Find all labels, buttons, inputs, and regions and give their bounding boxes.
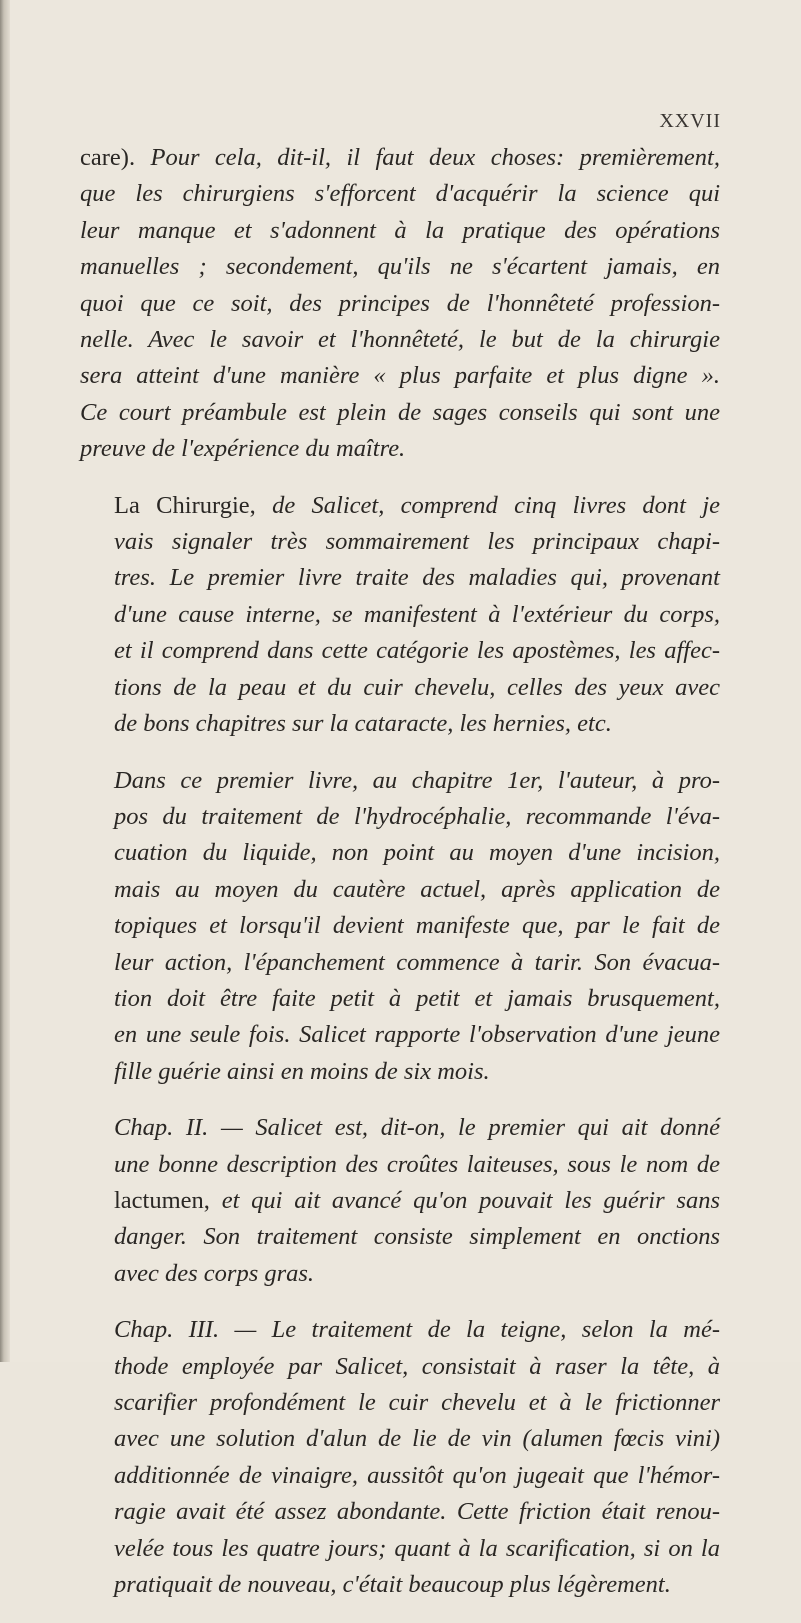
italic-run: et il comprend dans cette catégorie les apostèmes, les affec- [114,637,720,665]
italic-run: leur action, l'épanchement commence à tarir. Son évacua- [114,948,720,976]
text-line [80,1494,720,1530]
text-line [80,1183,720,1219]
italic-run: additionnée de vinaigre, aussitôt qu'on jugeait que l'hémor- [114,1461,720,1489]
italic-run: que les chirurgiens s'efforcent d'acquérir la science qui [80,180,720,208]
italic-run: manuelles ; secondement, qu'ils ne s'écartent jamais, en [80,253,720,281]
italic-run: velée tous les quatre jours; quant à la scarification, si on la [114,1534,720,1562]
text-line [80,213,720,249]
italic-run: danger. Son traitement consiste simplement en onctions [114,1223,720,1251]
text-line [80,1567,720,1603]
text-line [80,1147,720,1183]
italic-run: Pour cela, dit-il, il faut deux choses: premièrement, [150,144,720,171]
text-line [80,908,720,944]
italic-run: preuve de l'expérience du maître. [80,435,406,463]
paragraph [80,1312,720,1603]
text-line [80,1219,720,1255]
text-line [80,140,720,176]
text-line [80,1421,720,1457]
paragraph [80,763,720,1091]
text-line [80,249,720,285]
italic-run: leur manque et s'adonnent à la pratique des opérations [80,216,720,244]
roman-run: care). [80,144,151,171]
text-line [80,1054,720,1090]
italic-run: avec une solution d'alun de lie de vin (alumen fœcis vini) [114,1425,720,1453]
text-line [80,1349,720,1385]
italic-run: pratiquait de nouveau, c'était beaucoup plus légèrement. [114,1571,671,1599]
paragraph [80,488,720,743]
text-line [80,358,720,394]
italic-run: fille guérie ainsi en moins de six mois. [114,1057,490,1085]
text-line [80,431,720,467]
italic-run: Ce court préambule est plein de sages conseils qui sont une [80,398,720,426]
text-line [80,835,720,871]
text-line [80,872,720,908]
italic-run: avec des corps gras. [114,1259,315,1287]
italic-run: de Salicet, comprend cinq livres dont je [272,491,721,519]
paragraph [80,1110,720,1292]
text-line [80,633,720,669]
italic-run: de bons chapitres sur la cataracte, les hernies, etc. [114,710,612,738]
text-line [80,524,720,560]
text-line [80,286,720,322]
text-line [80,597,720,633]
italic-run: Dans ce premier livre, au chapitre 1er, l'auteur, à pro- [114,766,720,794]
italic-run: quoi que ce soit, des principes de l'honnêteté profession- [80,289,720,317]
italic-run: scarifier profondément le cuir chevelu et à le frictionner [114,1389,720,1416]
text-line [80,1110,720,1146]
text-line [80,763,720,799]
italic-run: cuation du liquide, non point au moyen d'une incision, [114,839,720,867]
italic-run: et qui ait avancé qu'on pouvait les guérir sans [221,1186,720,1214]
italic-run: thode employée par Salicet, consistait à raser la tête, à [114,1352,720,1380]
italic-run: mais au moyen du cautère actuel, après application de [114,875,720,903]
text-line [80,670,720,706]
italic-run: nelle. Avec le savoir et l'honnêteté, le but de la chirurgie [80,326,720,354]
text-line [80,1017,720,1053]
italic-run: d'une cause interne, se manifestent à l'extérieur du corps, [114,600,720,628]
italic-run: Chap. III. — Le traitement de la teigne, selon la mé- [114,1316,720,1344]
text-line [80,799,720,835]
italic-run: topiques et lorsqu'il devient manifeste que, par le fait de [114,912,720,940]
text-line [80,945,720,981]
italic-run: vais signaler très sommairement les principaux chapi- [114,528,720,556]
text-line [80,560,720,596]
text-line [80,322,720,358]
italic-run: tion doit être faite petit à petit et jamais brusquement, [114,984,720,1012]
italic-run: une bonne description des croûtes laiteuses, sous le nom de [114,1150,720,1178]
italic-run: ragie avait été assez abondante. Cette friction était renou- [114,1498,720,1526]
italic-run: en une seule fois. Salicet rapporte l'observation d'une jeune [114,1021,720,1049]
binding-edge [0,0,10,1362]
italic-run: tres. Le premier livre traite des maladies qui, provenant [114,564,720,592]
text-line [80,1256,720,1292]
text-line [80,1385,720,1421]
text-line [80,176,720,212]
text-line [80,1458,720,1494]
page-number: XXVII [659,110,721,132]
text-line [80,981,720,1017]
text-line [80,706,720,742]
text-line [80,1312,720,1348]
text-line [80,395,720,431]
text-line [80,488,720,524]
text-line [80,1531,720,1567]
roman-run: lactumen, [114,1186,222,1214]
italic-run: tions de la peau et du cuir chevelu, celles des yeux avec [114,673,720,701]
text-body [80,140,720,1623]
paragraph [80,140,720,468]
roman-run: La Chirurgie, [114,491,273,519]
italic-run: pos du traitement de l'hydrocéphalie, recommande l'éva- [114,802,720,830]
italic-run: Chap. II. — Salicet est, dit-on, le premier qui ait donné [114,1114,720,1142]
italic-run: sera atteint d'une manière « plus parfaite et plus digne ». [80,362,720,390]
